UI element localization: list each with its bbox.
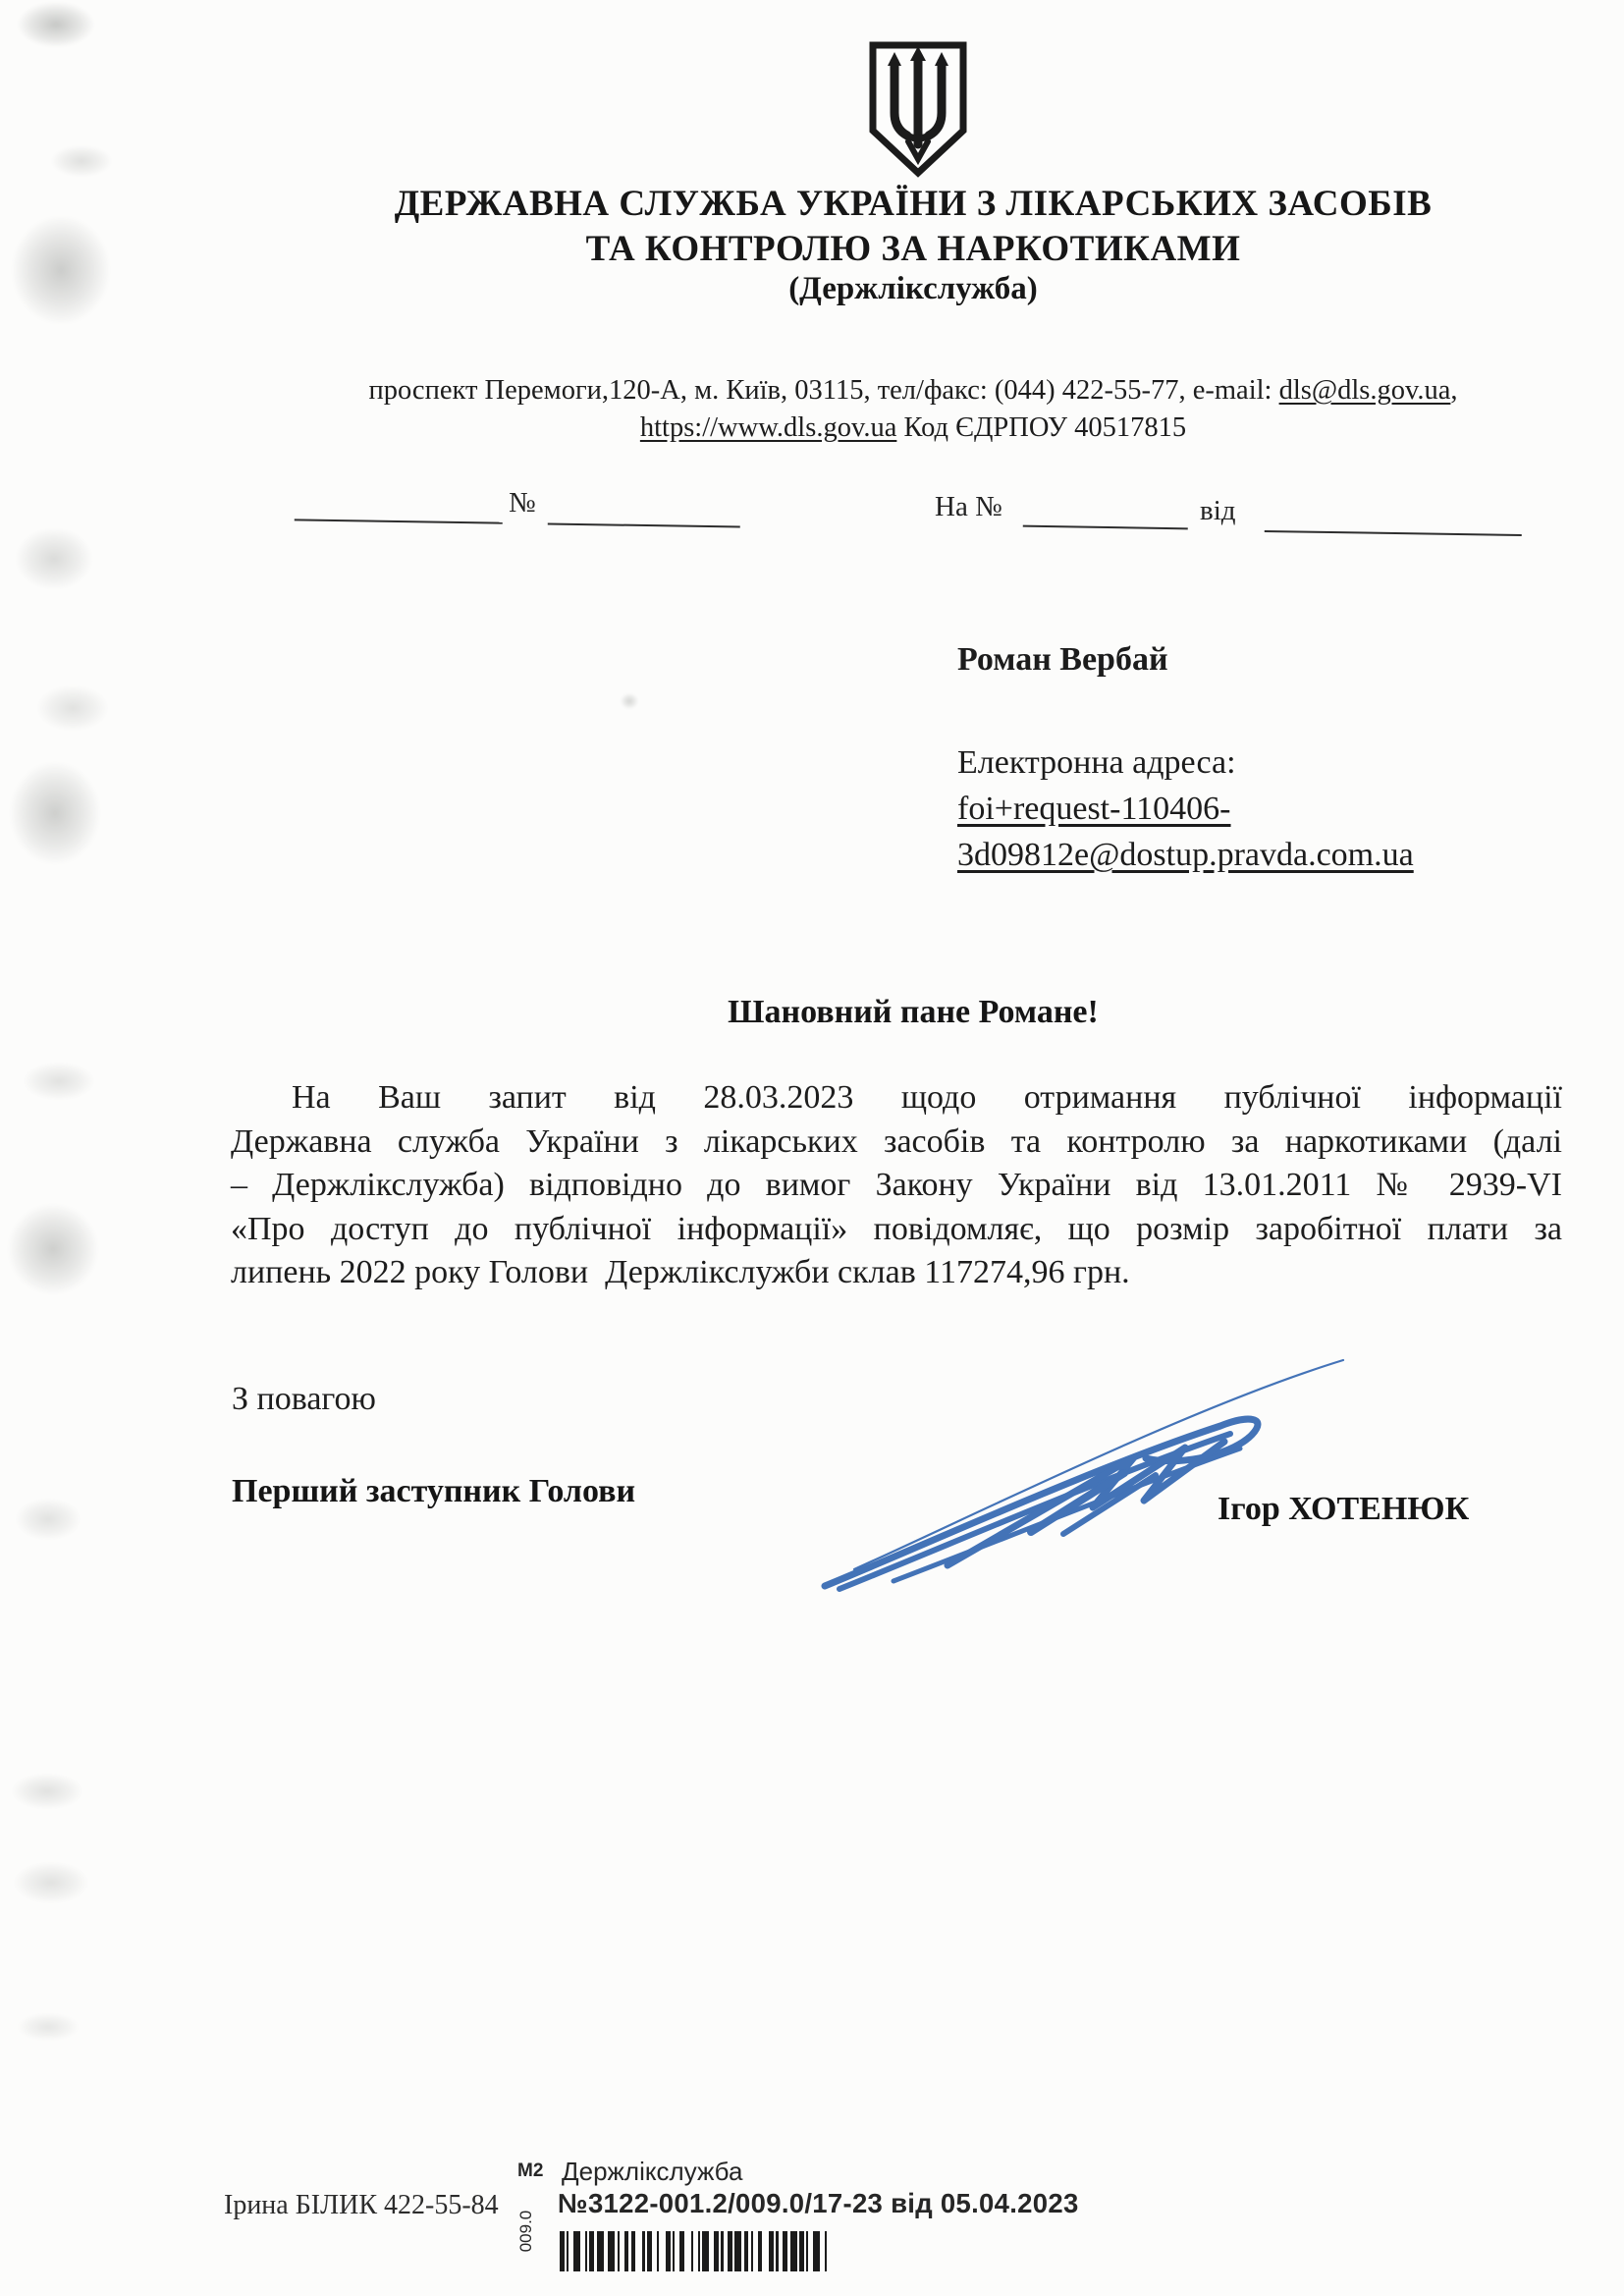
stamp-org-name: Держлікслужба bbox=[562, 2157, 743, 2186]
barcode-bar bbox=[608, 2231, 615, 2271]
org-name-line1: ДЕРЖАВНА СЛУЖБА УКРАЇНИ З ЛІКАРСЬКИХ ЗАСОБІВ bbox=[394, 184, 1433, 224]
scan-smudge bbox=[10, 762, 100, 864]
scan-smudge bbox=[621, 693, 638, 709]
barcode-bar bbox=[573, 2231, 580, 2271]
scan-smudge bbox=[8, 1204, 98, 1294]
scan-smudge bbox=[12, 1774, 82, 1809]
barcode-gap bbox=[827, 2231, 829, 2271]
barcode-bar bbox=[597, 2231, 604, 2271]
letter-body bbox=[231, 1076, 1562, 1295]
letter-body-line: Державна служба України з лікарських засобів та контролю за наркотиками (далі bbox=[231, 1122, 1562, 1160]
signer-title: Перший заступник Голови bbox=[232, 1473, 636, 1509]
address-comma: , bbox=[1450, 375, 1458, 406]
barcode-gap bbox=[635, 2231, 642, 2271]
incoming-number-blank bbox=[1023, 496, 1188, 530]
scan-smudge bbox=[51, 145, 112, 177]
recipient-name: Роман Вербай bbox=[957, 641, 1168, 678]
org-website-line bbox=[206, 412, 1620, 444]
barcode-bar bbox=[813, 2231, 820, 2271]
letter-body-line: На Ваш запит від 28.03.2023 щодо отримання публічної інформації bbox=[292, 1079, 1562, 1116]
ukraine-trident-emblem bbox=[864, 37, 972, 181]
scan-smudge bbox=[16, 528, 92, 589]
barcode-bar bbox=[734, 2231, 741, 2271]
executor-contact: Ірина БІЛИК 422-55-84 bbox=[224, 2190, 499, 2220]
org-website-link: https://www.dls.gov.ua bbox=[639, 412, 897, 443]
address-text: проспект Перемоги,120-А, м. Київ, 03115, тел/факс: (044) 422-55-77, e-mail: bbox=[368, 375, 1279, 406]
handwritten-signature bbox=[800, 1308, 1355, 1593]
recipient-email-line2: 3d09812e@dostup.pravda.com.ua bbox=[957, 837, 1414, 873]
spacer bbox=[957, 683, 1414, 739]
salutation: Шановний пане Романе! bbox=[728, 994, 1099, 1030]
closing-phrase: З повагою bbox=[232, 1381, 376, 1417]
letter-body-line: – Держлікслужба) відповідно до вимог Закону України від 13.01.2011 № 2939-VI bbox=[231, 1167, 1562, 1203]
recipient-block bbox=[957, 636, 1414, 878]
barcode-bar bbox=[702, 2231, 709, 2271]
scan-smudge bbox=[12, 216, 110, 324]
document-barcode bbox=[560, 2231, 829, 2271]
scan-smudge bbox=[16, 1499, 81, 1540]
barcode-gap bbox=[659, 2231, 666, 2271]
scan-smudge bbox=[18, 2, 94, 47]
incoming-date-label: від bbox=[1200, 495, 1236, 526]
scan-smudge bbox=[18, 2013, 79, 2041]
scan-smudge bbox=[37, 685, 108, 731]
signer-name: Ігор ХОТЕНЮК bbox=[1218, 1491, 1470, 1527]
recipient-email-label: Електронна адреса: bbox=[957, 744, 1236, 781]
org-short-name: (Держлікслужба) bbox=[788, 271, 1038, 306]
scan-smudge bbox=[14, 1862, 88, 1903]
org-name-line2: ТА КОНТРОЛЮ ЗА НАРКОТИКАМИ bbox=[585, 229, 1241, 269]
org-email-link: dls@dls.gov.ua bbox=[1278, 375, 1451, 406]
letter-body-line: липень 2022 року Голови Держлікслужби склав 117274,96 грн. bbox=[231, 1254, 1130, 1290]
letter-body-line: «Про доступ до публічної інформації» повідомляє, що розмір заробітної плати за bbox=[231, 1210, 1562, 1247]
stamp-m2-mark: М2 bbox=[517, 2160, 544, 2181]
outgoing-date-blank bbox=[295, 489, 503, 523]
barcode-gap bbox=[762, 2231, 769, 2271]
scan-smudge bbox=[24, 1063, 94, 1100]
stamp-registration-number: №3122-001.2/009.0/17-23 від 05.04.2023 bbox=[558, 2188, 1079, 2218]
incoming-number-label: На № bbox=[935, 491, 1002, 522]
org-edrpou-code: Код ЄДРПОУ 40517815 bbox=[896, 412, 1187, 443]
stamp-side-code: 009.0 bbox=[516, 2210, 535, 2253]
barcode-bar bbox=[790, 2231, 797, 2271]
outgoing-number-blank bbox=[548, 493, 740, 527]
recipient-email-line1: foi+request-110406- bbox=[957, 791, 1231, 827]
incoming-date-blank bbox=[1265, 501, 1522, 536]
outgoing-number-label: № bbox=[509, 487, 536, 519]
barcode-gap bbox=[684, 2231, 691, 2271]
org-address-line bbox=[206, 375, 1620, 407]
